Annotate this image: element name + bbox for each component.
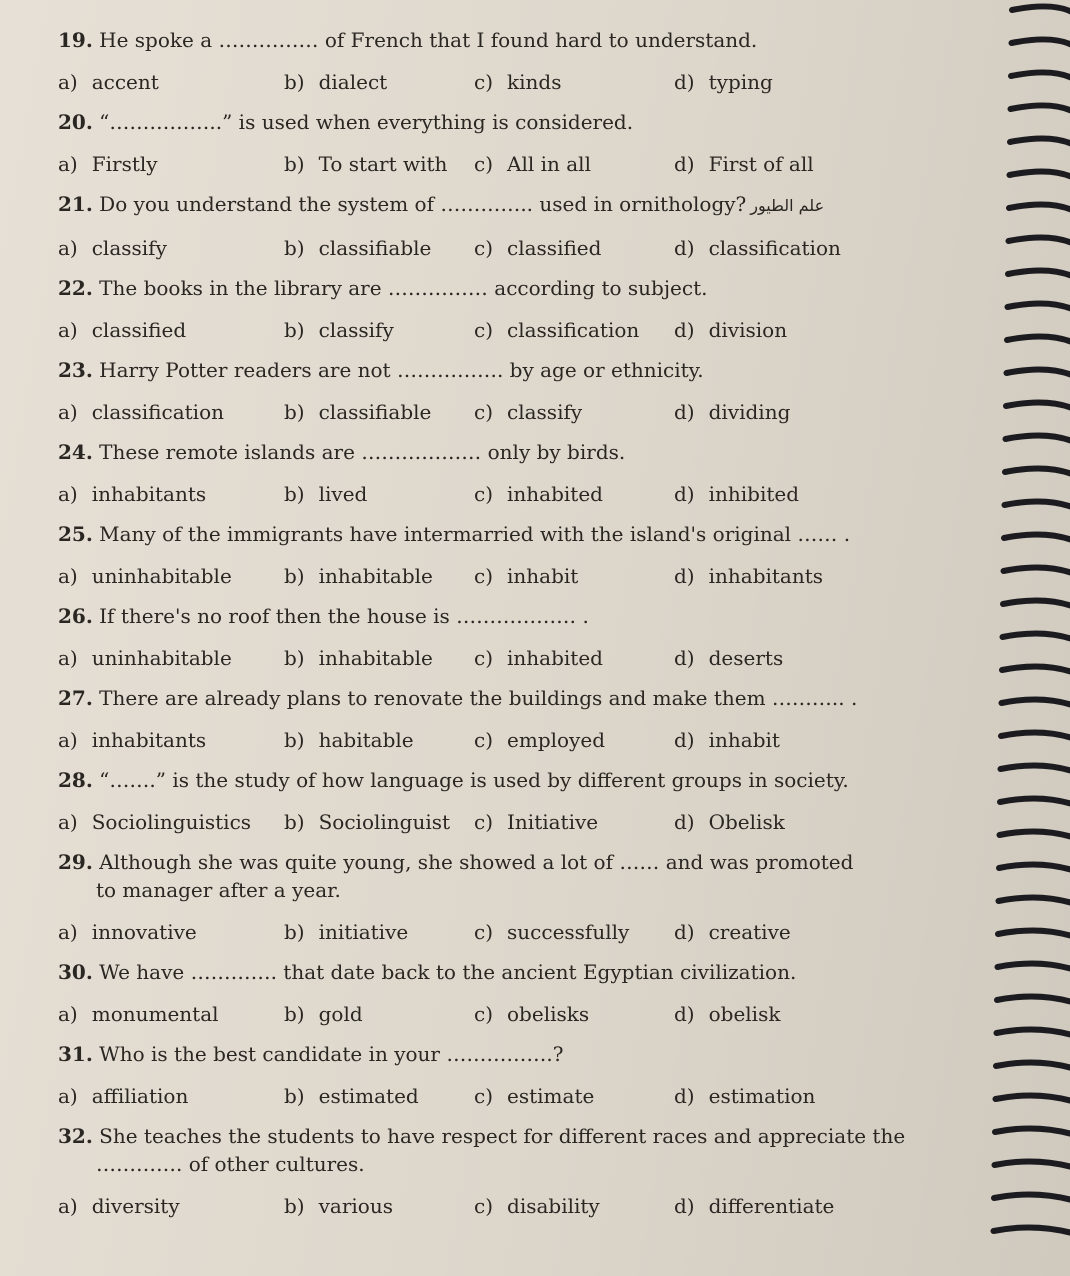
option-d[interactable]: d) deserts [674,646,784,670]
option-b[interactable]: b) lived [284,482,368,506]
question-19: 19. He spoke a …………… of French that I found hard to understand. [58,28,758,52]
option-a[interactable]: a) Firstly [58,152,158,176]
question-29-continued: to manager after a year. [96,878,341,902]
option-c[interactable]: c) classify [474,400,583,424]
option-b[interactable]: b) estimated [284,1084,419,1108]
question-28: 28. “…….” is the study of how language is used by different groups in society. [58,768,849,792]
options-19 [58,68,958,96]
spiral-loop [994,1227,1070,1233]
option-c[interactable]: c) employed [474,728,605,752]
spiral-loop [1012,6,1070,12]
spiral-loop [1001,765,1070,771]
spiral-loop [997,996,1070,1002]
spiral-loop [999,897,1070,903]
option-a[interactable]: a) affiliation [58,1084,189,1108]
option-a[interactable]: a) accent [58,70,159,94]
options-24 [58,480,958,508]
spiral-binding-icon [950,0,1070,1276]
spiral-loop [1004,534,1070,540]
option-c[interactable]: c) All in all [474,152,591,176]
spiral-loop [1004,567,1070,573]
spiral-loop [1009,237,1070,243]
option-b[interactable]: b) To start with [284,152,448,176]
spiral-loop [1011,72,1070,78]
option-a[interactable]: a) monumental [58,1002,219,1026]
question-22: 22. The books in the library are …………… according to subject. [58,276,708,300]
spiral-loop [995,1161,1070,1167]
arabic-note: علم الطيور [750,196,825,215]
option-a[interactable]: a) innovative [58,920,197,944]
question-27: 27. There are already plans to renovate the buildings and make them ……….. . [58,686,858,710]
spiral-loop [998,930,1070,936]
option-d[interactable]: d) dividing [674,400,791,424]
option-d[interactable]: d) Obelisk [674,810,785,834]
option-c[interactable]: c) estimate [474,1084,595,1108]
option-d[interactable]: d) inhibited [674,482,800,506]
option-a[interactable]: a) uninhabitable [58,646,232,670]
options-27 [58,726,958,754]
spiral-loop [1003,600,1070,606]
spiral-loop [1006,435,1070,441]
spiral-loop [995,1128,1070,1134]
spiral-loop [1000,798,1070,804]
spiral-loop [1002,666,1070,672]
spiral-loop [1000,831,1070,837]
option-a[interactable]: a) uninhabitable [58,564,232,588]
option-a[interactable]: a) classification [58,400,224,424]
option-c[interactable]: c) obelisks [474,1002,590,1026]
option-b[interactable]: b) dialect [284,70,388,94]
options-30 [58,1000,958,1028]
question-31: 31. Who is the best candidate in your …………….? [58,1042,564,1066]
option-a[interactable]: a) inhabitants [58,728,207,752]
question-24: 24. These remote islands are ……………… only by birds. [58,440,626,464]
option-b[interactable]: b) classify [284,318,394,342]
question-30: 30. We have …………. that date back to the ancient Egyptian civilization. [58,960,797,984]
question-20: 20. “……………..” is used when everything is considered. [58,110,634,134]
option-a[interactable]: a) classified [58,318,187,342]
spiral-loop [996,1062,1070,1068]
question-list [58,26,958,1232]
question-23: 23. Harry Potter readers are not ……………. by age or ethnicity. [58,358,704,382]
option-d[interactable]: d) classification [674,236,841,260]
spiral-loop [1008,303,1070,309]
option-c[interactable]: c) inhabit [474,564,579,588]
options-28 [58,808,958,836]
spiral-loop [1012,39,1070,45]
spiral-loop [999,864,1070,870]
spiral-loop [1002,699,1070,705]
spiral-loop [1009,204,1070,210]
spiral-loop [1010,171,1070,177]
options-20 [58,150,958,178]
spiral-loop [996,1095,1070,1101]
spiral-loop [1001,732,1070,738]
option-d[interactable]: d) typing [674,70,773,94]
spiral-loop [1005,468,1070,474]
spiral-loop [1008,270,1070,276]
options-22 [58,316,958,344]
option-b[interactable]: b) various [284,1194,393,1218]
options-31 [58,1082,958,1110]
option-c[interactable]: c) classification [474,318,640,342]
option-c[interactable]: c) inhabited [474,482,603,506]
option-c[interactable]: c) disability [474,1194,600,1218]
spiral-loop [1006,402,1070,408]
option-b[interactable]: b) inhabitable [284,646,433,670]
option-a[interactable]: a) diversity [58,1194,180,1218]
options-29 [58,918,958,946]
option-c[interactable]: c) Initiative [474,810,599,834]
option-d[interactable]: d) creative [674,920,791,944]
question-32: 32. She teaches the students to have respect for different races and appreciate the [58,1124,906,1148]
option-b[interactable]: b) habitable [284,728,414,752]
option-b[interactable]: b) Sociolinguist [284,810,451,834]
option-d[interactable]: d) First of all [674,152,814,176]
option-a[interactable]: a) classify [58,236,167,260]
spiral-loop [1007,336,1070,342]
option-b[interactable]: b) classifiable [284,236,432,260]
options-26 [58,644,958,672]
spiral-loop [1011,105,1070,111]
option-b[interactable]: b) initiative [284,920,409,944]
options-23 [58,398,958,426]
spiral-loop [994,1194,1070,1200]
options-25 [58,562,958,590]
options-21 [58,234,958,262]
spiral-loop [1007,369,1070,375]
option-a[interactable]: a) inhabitants [58,482,207,506]
option-b[interactable]: b) inhabitable [284,564,433,588]
option-c[interactable]: c) classified [474,236,602,260]
spiral-loop [998,963,1070,969]
option-b[interactable]: b) classifiable [284,400,432,424]
spiral-loop [997,1029,1070,1035]
question-29: 29. Although she was quite young, she showed a lot of …… and was promoted [58,850,854,874]
option-d[interactable]: d) differentiate [674,1194,835,1218]
option-d[interactable]: d) estimation [674,1084,816,1108]
option-c[interactable]: c) kinds [474,70,562,94]
option-c[interactable]: c) successfully [474,920,630,944]
option-d[interactable]: d) inhabit [674,728,780,752]
question-32-continued: …………. of other cultures. [96,1152,365,1176]
option-c[interactable]: c) inhabited [474,646,603,670]
option-b[interactable]: b) gold [284,1002,363,1026]
spiral-loop [1003,633,1070,639]
option-d[interactable]: d) division [674,318,788,342]
question-25: 25. Many of the immigrants have intermarried with the island's original …… . [58,522,851,546]
question-26: 26. If there's no roof then the house is ……………… . [58,604,589,628]
spiral-loop [1005,501,1070,507]
question-21: 21. Do you understand the system of ………….. used in ornithology? علم الطيور [58,192,825,216]
option-d[interactable]: d) inhabitants [674,564,824,588]
options-32 [58,1192,958,1220]
spiral-loop [1010,138,1070,144]
option-d[interactable]: d) obelisk [674,1002,781,1026]
option-a[interactable]: a) Sociolinguistics [58,810,252,834]
